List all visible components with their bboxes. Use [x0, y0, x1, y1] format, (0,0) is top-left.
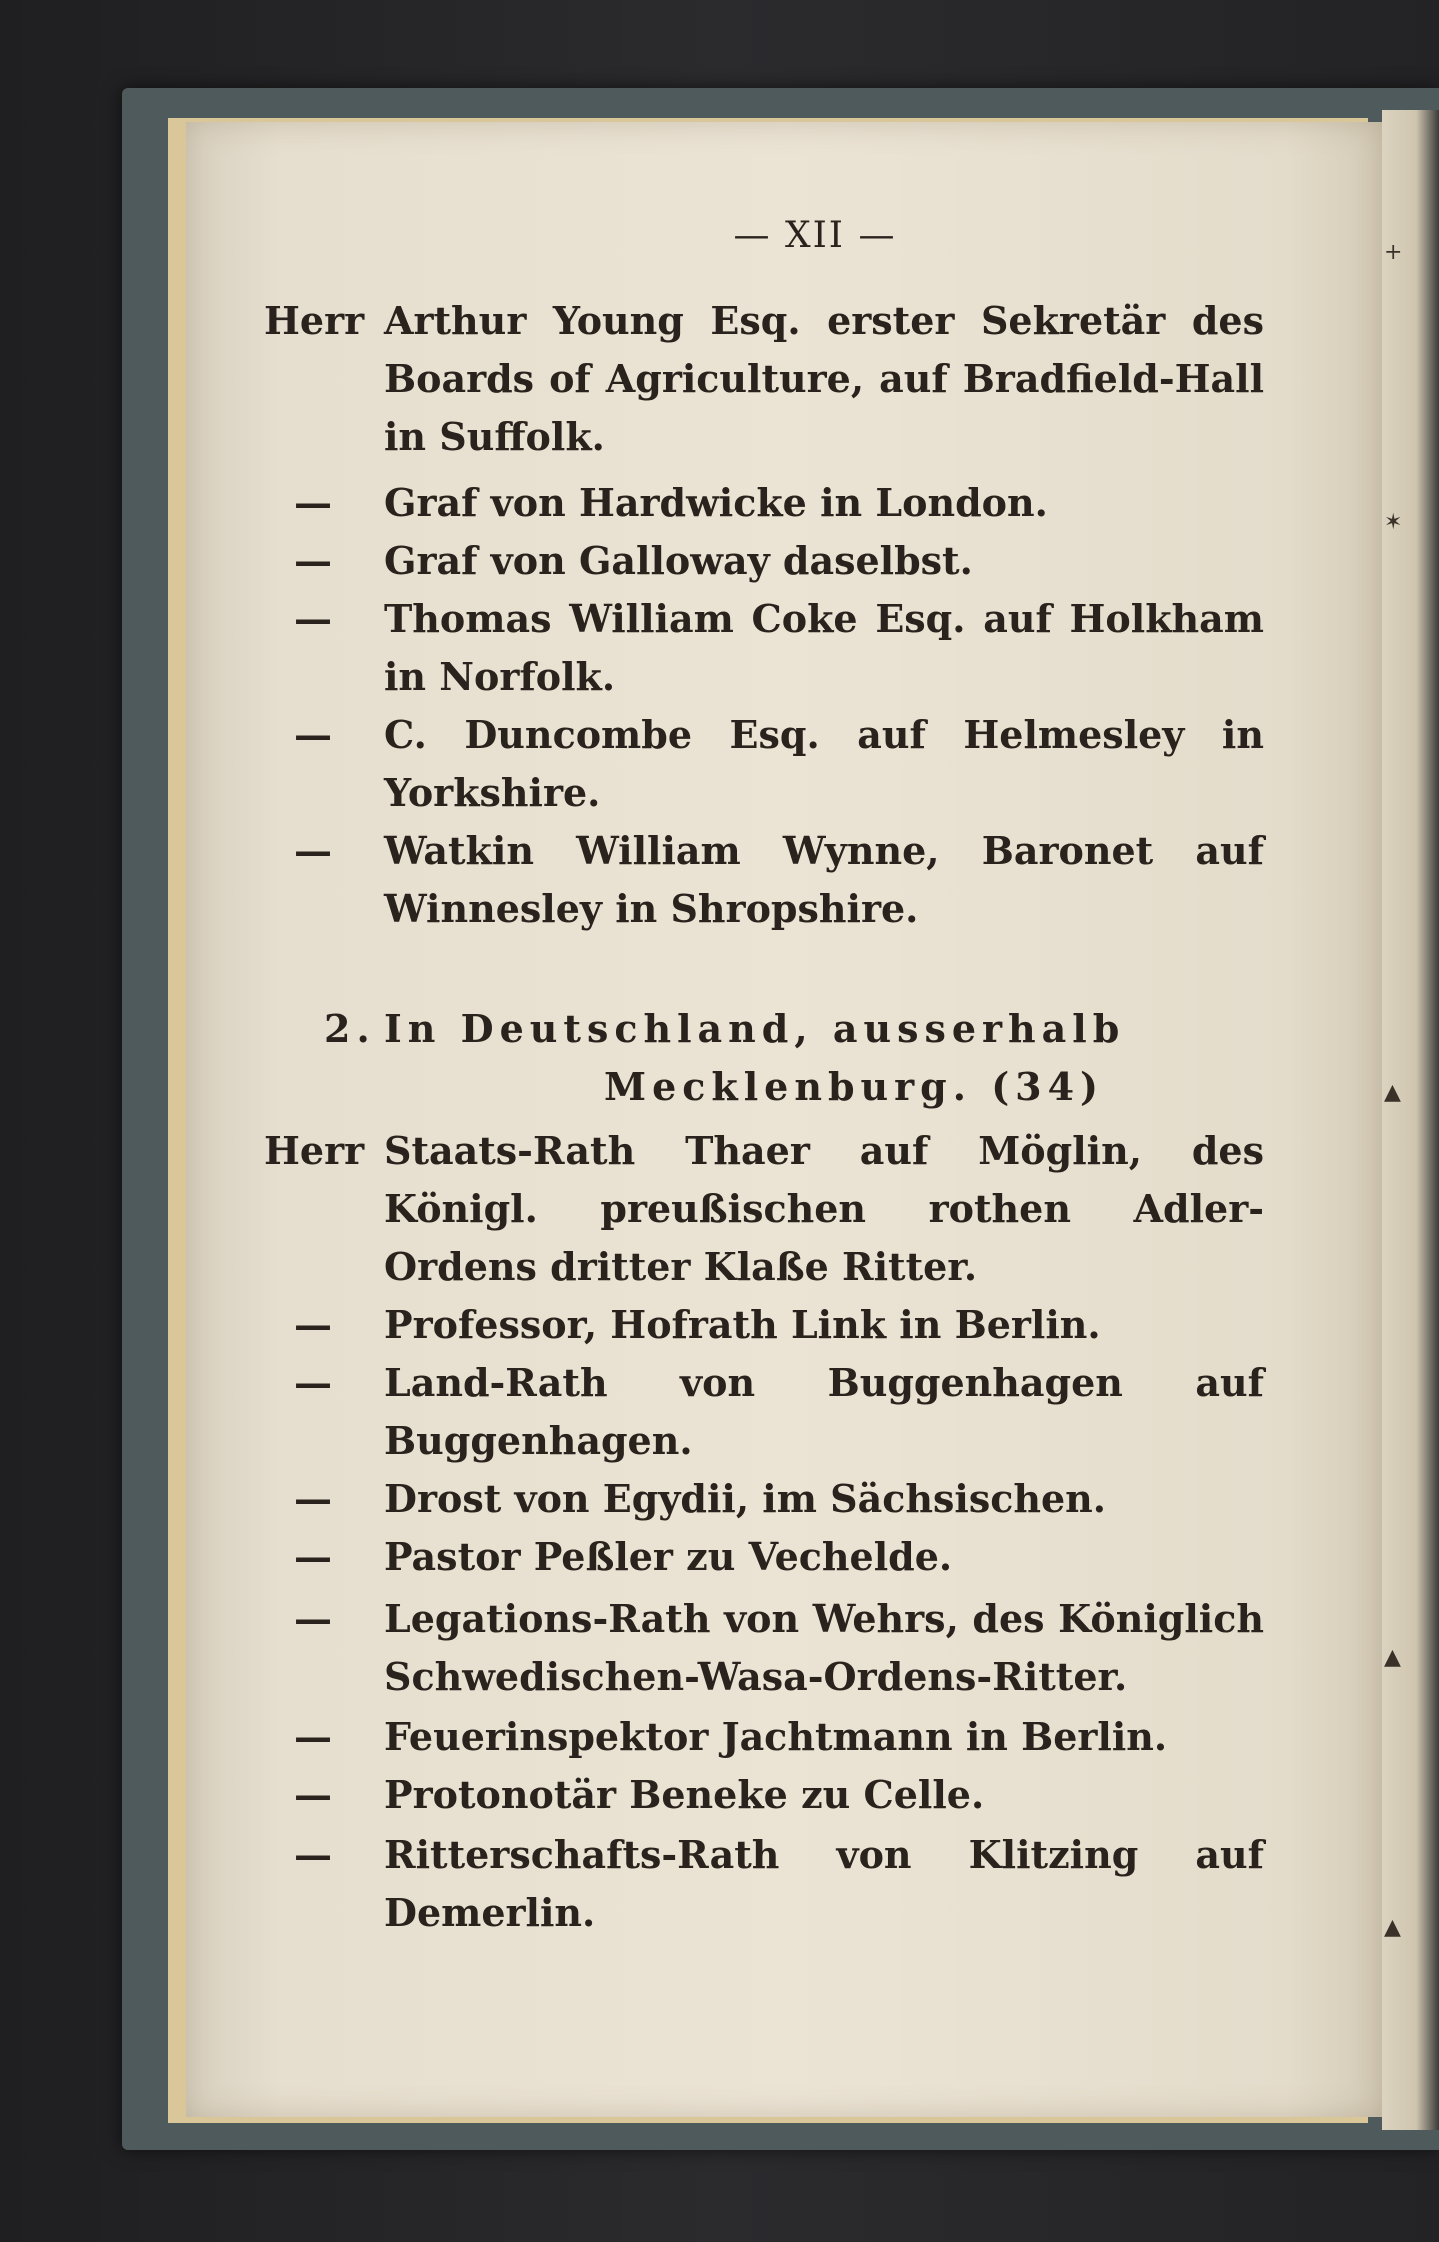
page-number: — XII —	[733, 215, 897, 256]
list-item	[294, 1766, 1264, 1824]
list-item	[264, 1122, 1264, 1296]
list-item	[294, 822, 1264, 938]
entry-text: Graf von Hardwicke in London.	[384, 480, 1048, 525]
entry-lead: —	[294, 480, 332, 525]
entry-text: Professor, Hofrath Link in Berlin.	[384, 1302, 1101, 1347]
entry-lead: —	[294, 1534, 332, 1579]
entry-text: C. Duncombe Esq. auf Helmesley in Yorkshire.	[384, 712, 1264, 815]
list-item	[294, 1708, 1264, 1766]
entry-text: Drost von Egydii, im Sächsischen.	[384, 1476, 1107, 1521]
list-item	[294, 1590, 1264, 1706]
entry-lead: —	[294, 712, 332, 757]
entry-text: Arthur Young Esq. erster Sekretär des Boards of Agriculture, auf Bradfield-Hall in Suffolk.	[384, 298, 1264, 459]
entry-text: Land-Rath von Buggenhagen auf Buggenhagen.	[384, 1360, 1264, 1463]
list-item	[294, 706, 1264, 822]
entry-lead: Herr	[264, 1128, 365, 1173]
list-item	[294, 474, 1264, 532]
entry-text: Pastor Peßler zu Vechelde.	[384, 1534, 953, 1579]
list-item	[294, 1826, 1264, 1942]
entry-text: Thomas William Coke Esq. auf Holkham in Norfolk.	[384, 596, 1264, 699]
entry-lead: —	[294, 1596, 332, 1641]
entry-text: Ritterschafts-Rath von Klitzing auf Demerlin.	[384, 1832, 1264, 1935]
section-number: 2.	[324, 1006, 376, 1051]
section-title: In Deutschland, ausserhalb	[384, 1006, 1126, 1051]
entry-lead: —	[294, 538, 332, 583]
entry-lead: —	[294, 1302, 332, 1347]
edge-mark: ✶	[1384, 510, 1403, 535]
entry-text: Feuerinspektor Jachtmann in Berlin.	[384, 1714, 1168, 1759]
entry-lead: —	[294, 596, 332, 641]
list-item	[294, 1296, 1264, 1354]
entry-lead: —	[294, 1832, 332, 1877]
edge-mark: ▲	[1384, 1080, 1401, 1105]
list-item	[294, 1354, 1264, 1470]
edge-mark: +	[1384, 240, 1403, 265]
list-item	[294, 590, 1264, 706]
entry-lead: —	[294, 1772, 332, 1817]
entry-lead: —	[294, 828, 332, 873]
list-item	[294, 532, 1264, 590]
entry-text: Staats-Rath Thaer auf Möglin, des Königl. preußischen rothen Adler-Ordens dritter Klaße Ritter.	[384, 1128, 1264, 1289]
section-subtitle: Mecklenburg. (34)	[604, 1064, 1105, 1109]
entry-lead: —	[294, 1360, 332, 1405]
section-heading	[324, 1000, 1264, 1116]
list-item	[264, 292, 1264, 466]
edge-mark: ▲	[1384, 1915, 1401, 1940]
entry-text: Watkin William Wynne, Baronet auf Winnesley in Shropshire.	[384, 828, 1264, 931]
facing-page-edge	[1382, 110, 1439, 2130]
entry-text: Legations-Rath von Wehrs, des Königlich Schwedischen-Wasa-Ordens-Ritter.	[384, 1596, 1264, 1699]
list-item	[294, 1470, 1264, 1528]
entry-lead: —	[294, 1476, 332, 1521]
entry-text: Graf von Galloway daselbst.	[384, 538, 973, 583]
entry-text: Protonotär Beneke zu Celle.	[384, 1772, 985, 1817]
list-item	[294, 1528, 1264, 1586]
entry-lead: Herr	[264, 298, 365, 343]
entry-lead: —	[294, 1714, 332, 1759]
edge-mark: ▲	[1384, 1645, 1401, 1670]
